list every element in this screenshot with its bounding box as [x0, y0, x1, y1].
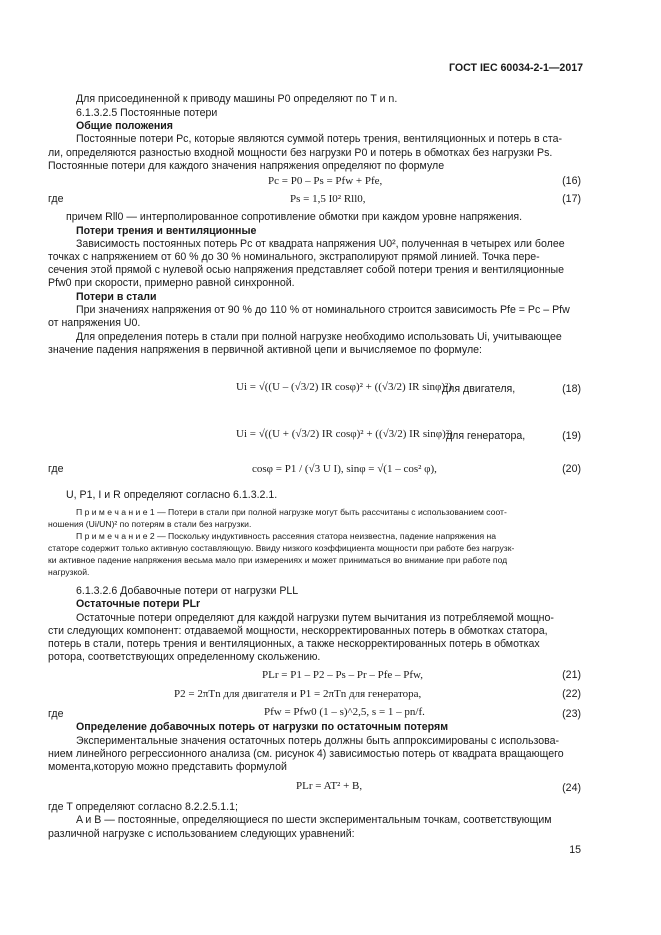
- equation-23: Pfw = Pfw0 (1 – s)^2,5, s = 1 – pn/f.: [264, 706, 425, 718]
- equation-21: PLr = P1 – P2 – Ps – Pr – Pfe – Pfw,: [262, 669, 424, 681]
- text-line: При значениях напряжения от 90 % до 110 % от номинального строится зависимость Pfe = Pc – Pfw: [76, 304, 570, 316]
- equation-22: P2 = 2πTn для двигателя и P1 = 2πTn для генератора,: [174, 688, 422, 700]
- text-line: где T определяют согласно 8.2.2.5.1.1;: [48, 801, 238, 813]
- subheading: Потери в стали: [76, 291, 157, 303]
- text-line: Pfw0 при скорости, примерно равной синхронной.: [48, 277, 295, 289]
- equation-20: cosφ = P1 / (√3 U I), sinφ = √(1 – cos² φ),: [252, 463, 437, 475]
- section-heading: 6.1.3.2.5 Постоянные потери: [76, 107, 218, 119]
- text-line: U, P1, I и R определяют согласно 6.1.3.2.1.: [66, 489, 278, 501]
- text-line: сечения этой прямой с нулевой осью напряжения представляет собой потери трения и вентиляционные: [48, 264, 565, 276]
- equation-number: (17): [562, 193, 581, 205]
- where-label: где: [48, 463, 64, 475]
- equation-number: (20): [562, 463, 581, 475]
- equation-24: PLr = AT² + B,: [296, 780, 363, 792]
- equation-number: (18): [562, 383, 581, 395]
- text-line: ротора, соответствующих определенному скольжению.: [48, 651, 321, 663]
- text-line: A и B — постоянные, определяющиеся по шести экспериментальным точкам, соответствующим: [76, 814, 552, 826]
- page-number: 15: [569, 844, 581, 856]
- text-line: Для определения потерь в стали при полной нагрузке необходимо использовать Ui, учитывающее: [76, 331, 562, 343]
- equation-16: Pc = P0 – Ps = Pfw + Pfe,: [268, 175, 383, 187]
- text-line: Постоянные потери для каждого значения напряжения определяют по формуле: [48, 160, 445, 172]
- note-line: статоре содержит только активную составляющую. Ввиду низкого коэффициента мощности при работе без нагрузк-: [48, 543, 515, 553]
- note-line: ношения (Ui/UN)² по потерям в стали без нагрузки.: [48, 519, 252, 529]
- text-line: значение падения напряжения в первичной активной цепи и вычисляемое по формуле:: [48, 344, 482, 356]
- text-line: точках с напряжением от 60 % до 30 % номинального, экстраполируют прямой линией. Точка пере-: [48, 251, 540, 263]
- text-line: Для присоединенной к приводу машины P0 определяют по T и n.: [76, 93, 398, 105]
- equation-number: (19): [562, 430, 581, 442]
- equation-suffix: для двигателя,: [442, 383, 516, 395]
- section-heading: 6.1.3.2.6 Добавочные потери от нагрузки PLL: [76, 585, 299, 597]
- text-line: ли, определяются разностью входной мощности без нагрузки P0 и потерь в обмотках без нагрузки Ps.: [48, 147, 553, 159]
- equation-17: Ps = 1,5 I0² Rll0,: [290, 193, 366, 205]
- text-line: Постоянные потери Pc, которые являются суммой потерь трения, вентиляционных и потерь в ста-: [76, 133, 562, 145]
- text-line: причем Rll0 — интерполированное сопротивление обмотки при каждом уровне напряжения.: [66, 211, 523, 223]
- text-line: Остаточные потери определяют для каждой нагрузки путем вычитания из потребляемой мощно-: [76, 612, 554, 624]
- note-line: нагрузкой.: [48, 567, 90, 577]
- note-line: П р и м е ч а н и е 1 — Потери в стали при полной нагрузке могут быть рассчитаны с использованием соот-: [76, 507, 507, 517]
- subheading: Общие положения: [76, 120, 173, 132]
- text-line: от напряжения U0.: [48, 317, 141, 329]
- subheading: Остаточные потери PLr: [76, 598, 201, 610]
- text-line: различной нагрузке с использованием следующих уравнений:: [48, 828, 355, 840]
- standard-header: ГОСТ IEC 60034-2-1—2017: [449, 62, 583, 74]
- equation-suffix: для генератора,: [446, 430, 526, 442]
- text-line: сти следующих компонент: отдаваемой мощности, нескорректированных потерь в обмотках статора,: [48, 625, 548, 637]
- equation-19: Ui = √((U + (√3/2) IR cosφ)² + ((√3/2) IR sinφ)²): [236, 428, 453, 440]
- text-line: момента,которую можно представить формулой: [48, 761, 287, 773]
- equation-number: (21): [562, 669, 581, 681]
- where-label: где: [48, 708, 64, 720]
- equation-number: (16): [562, 175, 581, 187]
- text-line: нием линейного регрессионного анализа (см. рисунок 4) зависимостью потерь от квадрата вращающего: [48, 748, 564, 760]
- text-line: Зависимость постоянных потерь Pc от квадрата напряжения U0², полученная в четырех или более: [76, 238, 565, 250]
- text-line: потерь в стали, потерь трения и вентиляционных, а также нескорректированных потерь в обмотках: [48, 638, 540, 650]
- equation-number: (22): [562, 688, 581, 700]
- note-line: П р и м е ч а н и е 2 — Поскольку индуктивность рассеяния статора неизвестна, падение напряжения на: [76, 531, 497, 541]
- where-label: где: [48, 193, 64, 205]
- subheading: Потери трения и вентиляционные: [76, 225, 257, 237]
- note-line: ки активное падение напряжения весьма мало при измерениях и может приниматься во внимание при работе под: [48, 555, 508, 565]
- equation-number: (24): [562, 782, 581, 794]
- subheading: Определение добавочных потерь от нагрузки по остаточным потерям: [76, 721, 449, 733]
- equation-number: (23): [562, 708, 581, 720]
- equation-18: Ui = √((U – (√3/2) IR cosφ)² + ((√3/2) IR sinφ)²): [236, 381, 452, 393]
- text-line: Экспериментальные значения остаточных потерь должны быть аппроксимированы с использова-: [76, 735, 560, 747]
